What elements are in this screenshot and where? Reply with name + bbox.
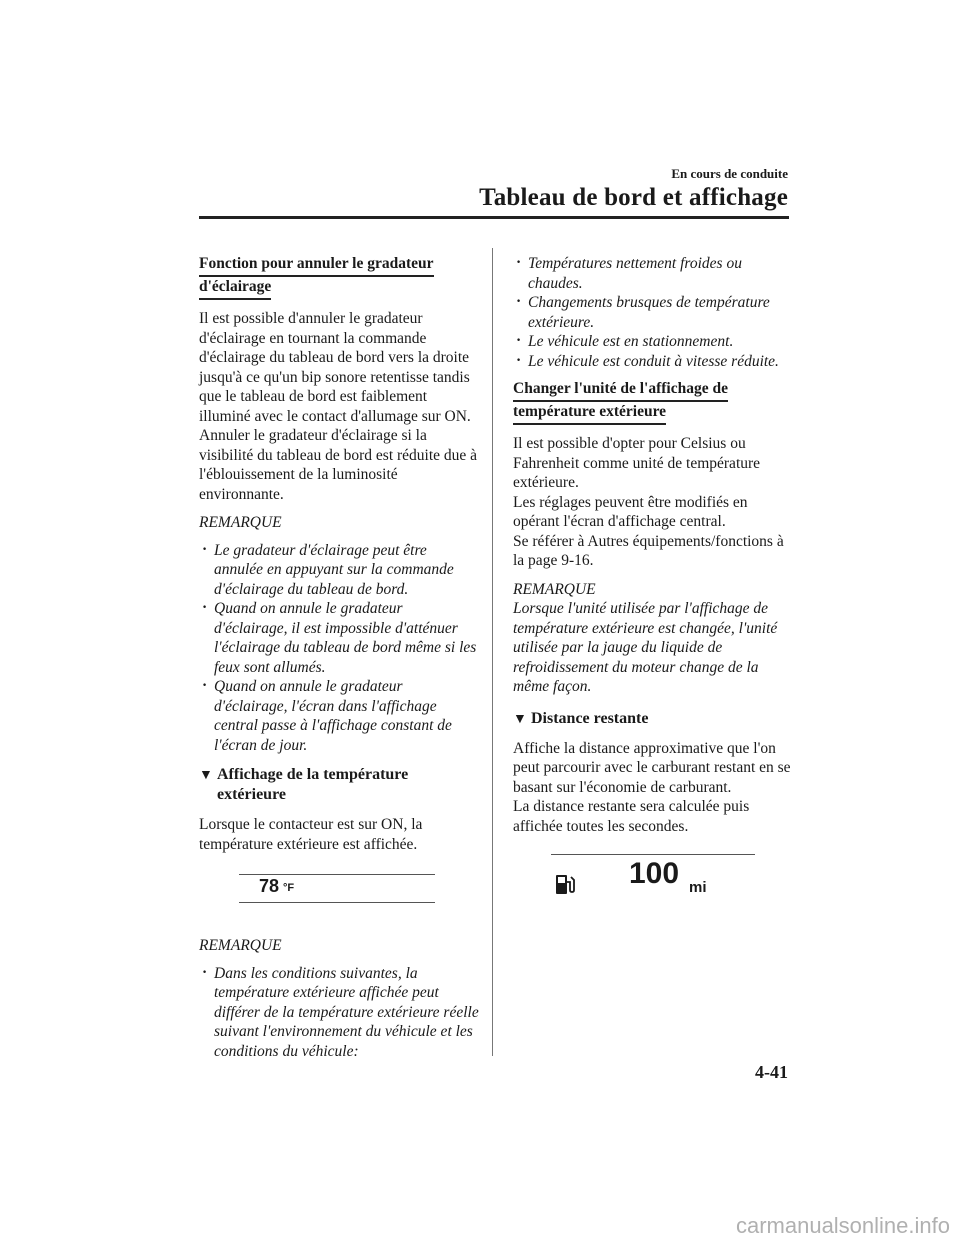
display-line [239,902,435,903]
display-line [239,874,435,875]
note-item: · Quand on annule le gradateur d'éclairage, l'écran dans l'affichage central passe à l'affichage constant de l'écran de jour. [199,677,479,755]
header-divider [199,216,789,219]
unit-change-heading [513,379,791,425]
distance-value: 100 [629,857,680,890]
section-title-line: extérieure [217,786,286,803]
heading-line: Changer l'unité de l'affichage de [513,379,728,402]
triangle-down-icon: ▼ [513,711,527,727]
distance-display-illustration [513,854,791,914]
note-item: · Le gradateur d'éclairage peut être annulée en appuyant sur la commande d'éclairage du tableau de bord. [199,541,479,600]
unit-change-description: Les réglages peuvent être modifiés en opérant l'écran d'affichage central. [513,493,748,530]
page-number: 4-41 [755,1062,788,1082]
section-title-line: Distance restante [531,709,649,727]
dimmer-cancel-heading [199,254,479,300]
column-divider [492,248,493,1056]
distance-unit: mi [689,879,707,896]
distance-description: La distance restante sera calculée puis affichée toutes les secondes. [513,798,750,835]
outside-temperature-section-title [199,765,479,805]
note-label: REMARQUE [199,937,282,954]
conditions-list [513,254,791,371]
page-title: Tableau de bord et affichage [479,184,788,211]
display-line [551,854,755,855]
note-list [199,541,479,756]
left-column [199,254,479,1069]
fuel-pump-icon [555,872,575,896]
triangle-down-icon: ▼ [199,768,213,783]
distance-to-empty-section-title [513,709,791,729]
heading-line: Fonction pour annuler le gradateur [199,254,434,277]
note-item: · Dans les conditions suivantes, la température extérieure affichée peut différer de la température extérieure réelle suivant l'environnement du véhicule et les conditions du véhicule: [199,964,479,1062]
condition-item: · Le véhicule est conduit à vitesse réduite. [513,352,791,372]
note-label: REMARQUE [513,580,596,598]
dimmer-cancel-description: Il est possible d'annuler le gradateur d'éclairage en tournant la commande d'éclairage du tableau de bord vers la droite jusqu'à ce qu'un bip sonore retentisse tandis que le tableau de bord est faiblement illuminé avec le contact d'allumage sur ON. Annuler le gradateur d'éclairage si la visibilité du tableau de bord est réduite due à l'éblouissement de la luminosité environnante. [199,310,478,503]
cross-reference: Se référer à Autres équipements/fonctions à la page 9-16. [513,532,784,569]
right-column [513,254,791,914]
section-title-line: Affichage de la température [217,766,409,783]
temperature-display-illustration [199,870,479,922]
note-item: · Quand on annule le gradateur d'éclairage, il est impossible d'atténuer l'éclairage du tableau de bord même si les feux sont allumés. [199,599,479,677]
temperature-value: 78 [259,876,280,896]
heading-line: température extérieure [513,402,666,425]
condition-item: · Le véhicule est en stationnement. [513,332,791,352]
distance-description: Affiche la distance approximative que l'on peut parcourir avec le carburant restant en se basant sur l'économie de carburant. [513,739,791,796]
condition-item: · Températures nettement froides ou chaudes. [513,254,791,293]
note-list [199,964,479,1062]
condition-item: · Changements brusques de température extérieure. [513,293,791,332]
unit-change-description: Il est possible d'opter pour Celsius ou Fahrenheit comme unité de température extérieure. [513,435,761,491]
outside-temperature-description: Lorsque le contacteur est sur ON, la température extérieure est affichée. [199,816,423,853]
note-text: Lorsque l'unité utilisée par l'affichage de température extérieure est changée, l'unité utilisée par la jauge du liquide de refroidissement du moteur change de la même façon. [513,600,778,695]
note-label: REMARQUE [199,514,282,531]
chapter-name: En cours de conduite [671,166,788,181]
temperature-unit: °F [283,882,295,894]
watermark: carmanualsonline.info [735,1213,950,1238]
heading-line: d'éclairage [199,277,271,300]
